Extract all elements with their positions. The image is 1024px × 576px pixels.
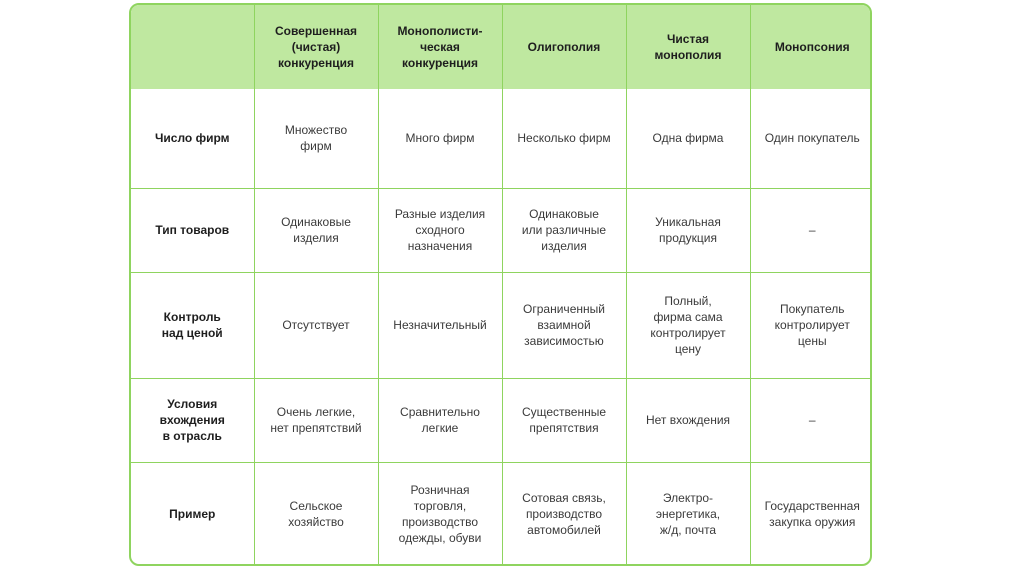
table-cell: Розничная торговля, производство одежды, обуви bbox=[378, 462, 502, 566]
table-cell: Сравнительно легкие bbox=[378, 378, 502, 462]
table-row-entry-conditions bbox=[131, 378, 872, 462]
table-cell: – bbox=[750, 378, 872, 462]
table-cell: Незначительный bbox=[378, 272, 502, 378]
column-header-label: Совершенная (чистая) конкуренция bbox=[274, 24, 358, 70]
table-cell: Сельское хозяйство bbox=[254, 462, 378, 566]
table-cell: Много фирм bbox=[378, 89, 502, 188]
comparison-table bbox=[131, 5, 872, 566]
header-perfect-competition bbox=[254, 5, 378, 89]
table-cell: Полный, фирма сама контролирует цену bbox=[626, 272, 750, 378]
table-cell: Один покупатель bbox=[750, 89, 872, 188]
table-cell: Одинаковые или различные изделия bbox=[502, 188, 626, 272]
column-header-label: Монопсония bbox=[774, 40, 850, 54]
table-row-product-type bbox=[131, 188, 872, 272]
table-cell: Покупатель контролирует цены bbox=[750, 272, 872, 378]
row-header: Пример bbox=[131, 462, 254, 566]
row-header: Условия вхождения в отрасль bbox=[131, 378, 254, 462]
table-cell: Одна фирма bbox=[626, 89, 750, 188]
header-oligopoly bbox=[502, 5, 626, 89]
header-corner bbox=[131, 5, 254, 89]
header-pure-monopoly bbox=[626, 5, 750, 89]
header-row bbox=[131, 5, 872, 89]
column-header-label: Олигополия bbox=[527, 40, 601, 54]
table-cell: Электро- энергетика, ж/д, почта bbox=[626, 462, 750, 566]
table-cell: – bbox=[750, 188, 872, 272]
table-row-firm-count bbox=[131, 89, 872, 188]
table-cell: Ограниченный взаимной зависимостью bbox=[502, 272, 626, 378]
table-cell: Сотовая связь, производство автомобилей bbox=[502, 462, 626, 566]
column-header-label: Чистая монополия bbox=[654, 32, 722, 62]
row-header: Тип товаров bbox=[131, 188, 254, 272]
column-header-label: Монополисти- ческая конкуренция bbox=[397, 24, 483, 70]
table-cell: Несколько фирм bbox=[502, 89, 626, 188]
market-structures-table bbox=[129, 3, 872, 566]
table-cell: Множество фирм bbox=[254, 89, 378, 188]
table-cell: Отсутствует bbox=[254, 272, 378, 378]
table-cell: Нет вхождения bbox=[626, 378, 750, 462]
row-header: Число фирм bbox=[131, 89, 254, 188]
table-row-price-control bbox=[131, 272, 872, 378]
table-cell: Уникальная продукция bbox=[626, 188, 750, 272]
table-cell: Существенные препятствия bbox=[502, 378, 626, 462]
table-cell: Одинаковые изделия bbox=[254, 188, 378, 272]
table-cell: Государственная закупка оружия bbox=[750, 462, 872, 566]
table-cell: Очень легкие, нет препятствий bbox=[254, 378, 378, 462]
header-monopolistic-competition bbox=[378, 5, 502, 89]
table-row-example bbox=[131, 462, 872, 566]
header-monopsony bbox=[750, 5, 872, 89]
table-cell: Разные изделия сходного назначения bbox=[378, 188, 502, 272]
row-header: Контроль над ценой bbox=[131, 272, 254, 378]
